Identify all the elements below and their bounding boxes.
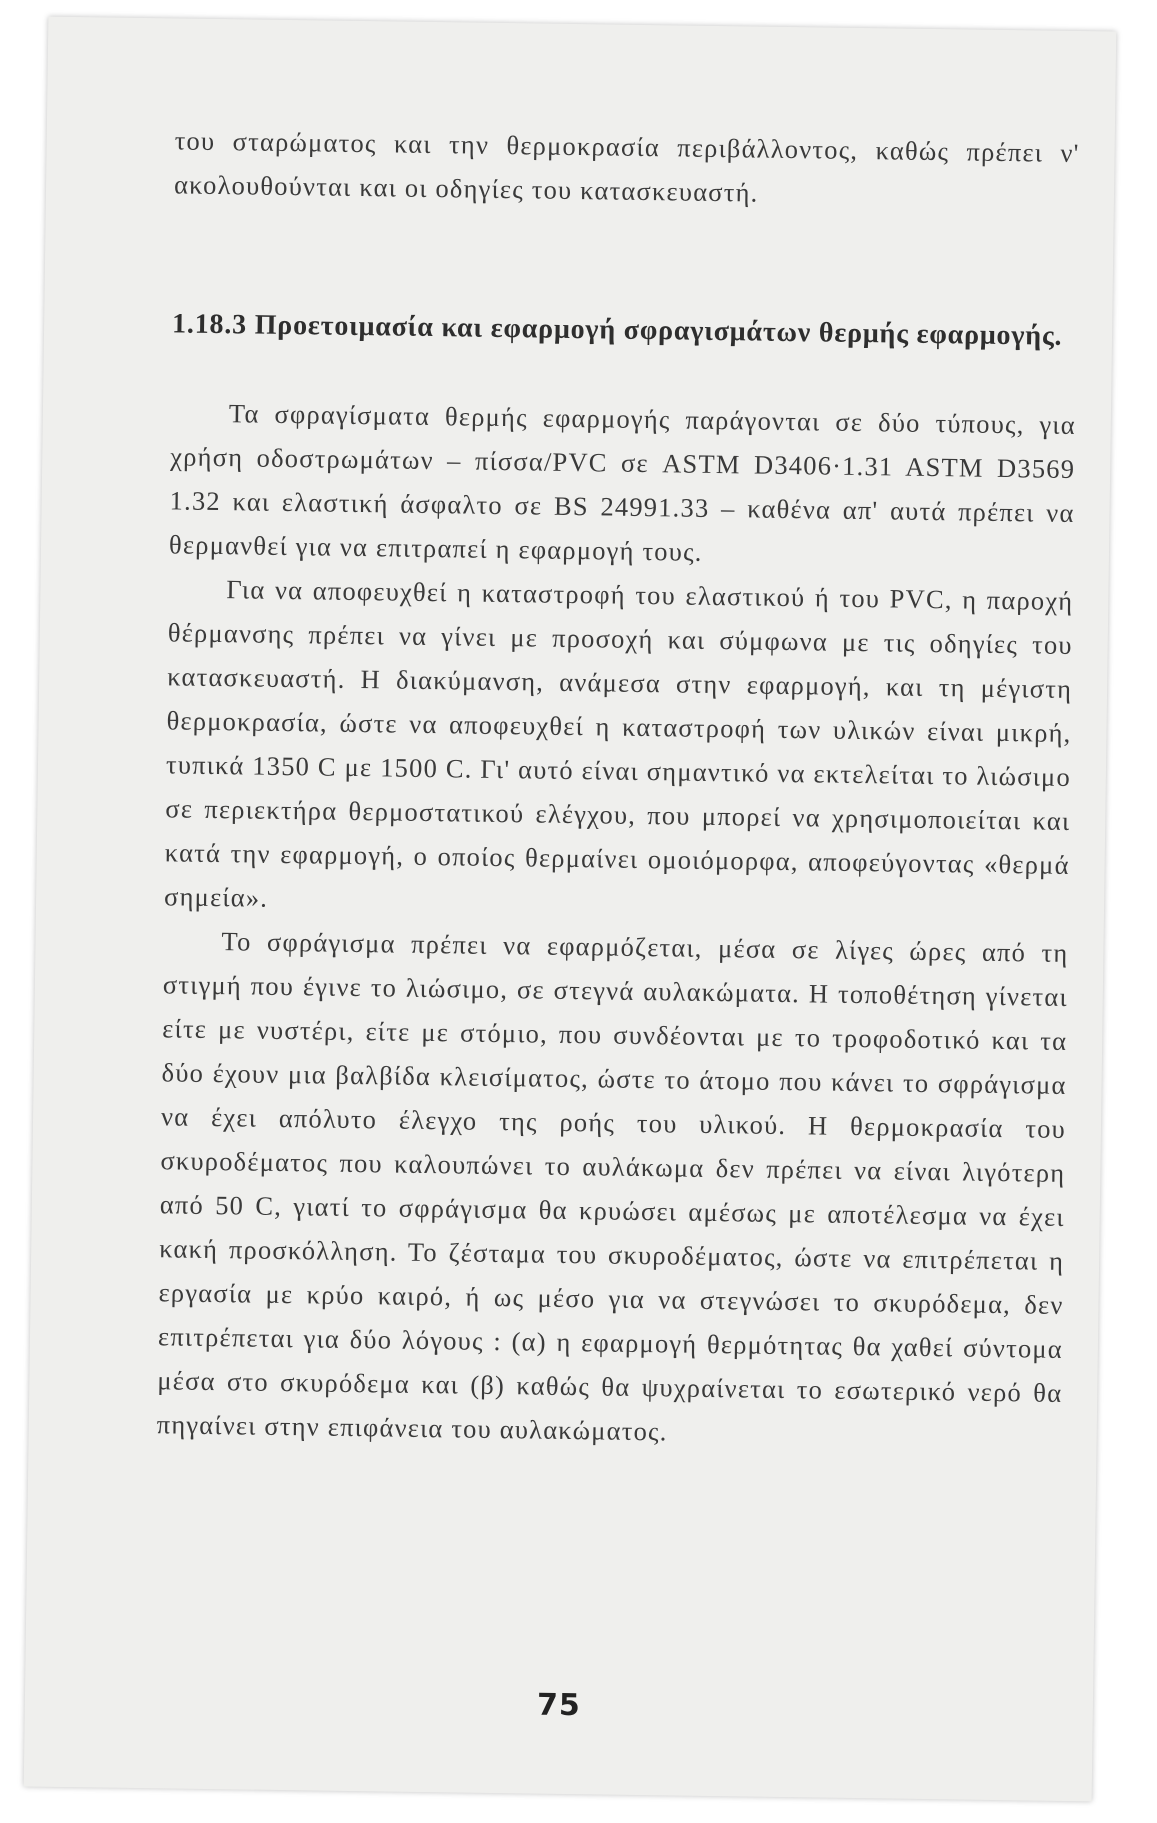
paragraph-3: Το σφράγισμα πρέπει να εφαρμόζεται, μέσα σε λίγες ώρες από τη στιγμή που έγινε το λιώσιμο, σε στεγνά αυλακώματα. Η τοποθέτηση γίνεται είτε με νυστέρι, είτε με στόμιο, που συνδέονται με το τροφοδοτικό και τα δύο έχουν μια βαλβίδα κλεισίματος, ώστε το άτομο που κάνει το σφράγισμα να έχει απόλυτο έλεγχο της ροής του υλικού. Η θερμοκρασία του σκυροδέματος που καλουπώνει το αυλάκωμα δεν πρέπει να είναι λιγότερη από 50 C, γιατί το σφράγισμα θα κρυώσει αμέσως με αποτέλεσμα να έχει κακή προσκόλληση. Το ζέσταμα του σκυροδέματος, ώστε να επιτρέπεται η εργασία με κρύο καιρό, ή ως μέσο για να στεγνώσει το σκυρόδεμα, δεν επιτρέπεται για δύο λόγους : (α) η εφαρμογή θερμότητας θα χαθεί σύντομα μέσα στο σκυρόδεμα και (β) καθώς θα ψυχραίνεται το εσωτερικό νερό θα πηγαίνει στην επιφάνεια του αυλακώματος. [156,926,1069,1447]
paragraph-1: Τα σφραγίσματα θερμής εφαρμογής παράγονται σε δύο τύπους, για χρήση οδοστρωμάτων – πίσσα/PVC σε ASTM D3406·1.31 ASTM D3569 1.32 και ελαστική άσφαλτο σε BS 24991.33 – καθένα απ' αυτά πρέπει να θερμανθεί για να επιτραπεί η εφαρμογή τους. [168,398,1077,567]
intro-paragraph: του σταρώματος και την θερμοκρασία περιβάλλοντος, καθώς πρέπει ν' ακολουθούνται και οι οδηγίες του κατασκευαστή. [173,125,1080,208]
section-heading: 1.18.3 Προετοιμασία και εφαρμογή σφραγισμάτων θερμής εφαρμογής. [171,308,1063,352]
scanned-page [24,17,1117,1802]
paragraph-2: Για να αποφευχθεί η καταστροφή του ελαστικού ή του PVC, η παροχή θέρμανσης πρέπει να γίνει με προσοχή και σύμφωνα με τις οδηγίες του κατασκευαστή. Η διακύμανση, ανάμεσα στην εφαρμογή, και τη μέγιστη θερμοκρασία, ώστε να αποφευχθεί η καταστροφή των υλικών είναι μικρή, τυπικά 1350 C με 1500 C. Γι' αυτό είναι σημαντικό να εκτελείται το λιώσιμο σε περιεκτήρα θερμοστατικού ελέγχου, που μπορεί να χρησιμοποιείται και κατά την εφαρμογή, ο οποίος θερμαίνει ομοιόμορφα, αποφεύγοντας «θερμά σημεία». [163,574,1074,913]
page-text [156,118,1079,1459]
page-number: 75 [536,1687,581,1724]
